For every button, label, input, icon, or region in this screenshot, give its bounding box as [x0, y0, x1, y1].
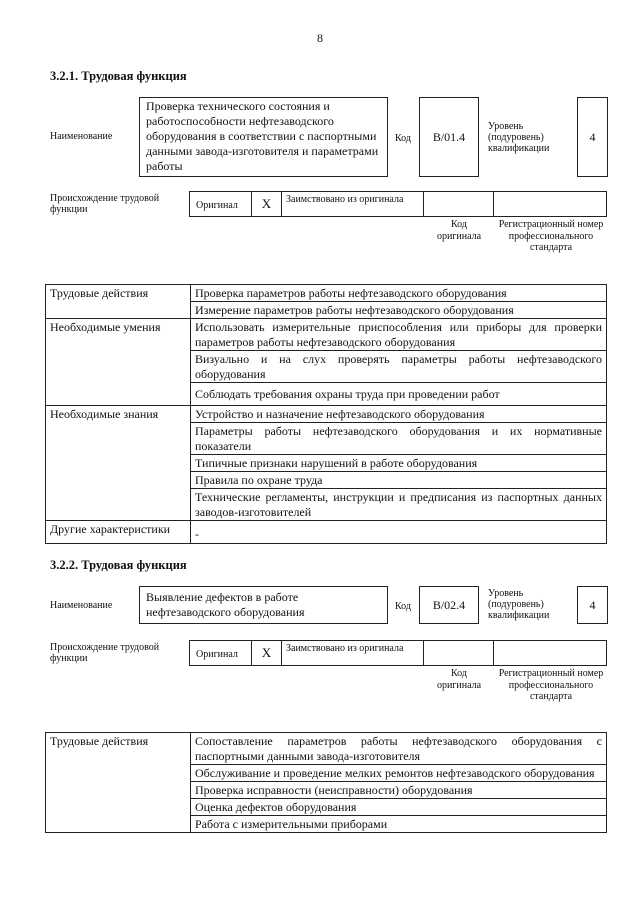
- registration-number-cell: [494, 641, 606, 665]
- table-cell: Оценка дефектов оборудования: [191, 799, 607, 816]
- registration-caption: Регистрационный номер профессионального стандарта: [498, 668, 604, 702]
- table-cell: Соблюдать требования охраны труда при проведении работ: [191, 383, 607, 406]
- row-label: Трудовые действия: [46, 285, 191, 319]
- code-label: Код: [395, 601, 411, 612]
- origin-row: [189, 191, 607, 217]
- table-cell: Измерение параметров работы нефтезаводского оборудования: [191, 302, 607, 319]
- table-cell: Работа с измерительными приборами: [191, 816, 607, 833]
- level-box: 4: [577, 586, 608, 624]
- table-cell: Использовать измерительные приспособления или приборы для проверки параметров работы нефтезаводского оборудования: [191, 319, 607, 351]
- original-mark: X: [252, 641, 282, 665]
- original-code-cell: [424, 641, 494, 665]
- row-label: Необходимые умения: [46, 319, 191, 406]
- borrowed-label: Заимствовано из оригинала: [282, 192, 424, 216]
- row-label: Другие характеристики: [46, 521, 191, 544]
- table-cell: -: [191, 521, 607, 544]
- table-cell: Обслуживание и проведение мелких ремонтов нефтезаводского оборудования: [191, 765, 607, 782]
- page-number: 8: [317, 31, 323, 45]
- registration-caption: Регистрационный номер профессионального стандарта: [498, 219, 604, 253]
- code-box: В/02.4: [419, 586, 479, 624]
- section-title: 3.2.1. Трудовая функция: [50, 69, 187, 83]
- level-label: Уровень (подуровень) квалификации: [488, 121, 550, 154]
- registration-number-cell: [494, 192, 606, 216]
- original-code-cell: [424, 192, 494, 216]
- table-cell: Параметры работы нефтезаводского оборудования и их нормативные показатели: [191, 423, 607, 455]
- table-cell: Проверка параметров работы нефтезаводского оборудования: [191, 285, 607, 302]
- origin-label: Происхождение трудовой функции: [50, 642, 160, 664]
- function-name-box: Проверка технического состояния и работоспособности нефтезаводского оборудования в соответствии с паспортными данными завода-изготовителя и параметрами работы: [139, 97, 388, 177]
- origin-row: [189, 640, 607, 666]
- table-cell: Типичные признаки нарушений в работе оборудования: [191, 455, 607, 472]
- code-label: Код: [395, 133, 411, 144]
- function-1-table: [45, 284, 607, 544]
- level-box: 4: [577, 97, 608, 177]
- function-name-box: Выявление дефектов в работе нефтезаводского оборудования: [139, 586, 388, 624]
- origin-label: Происхождение трудовой функции: [50, 193, 160, 215]
- original-label: Оригинал: [190, 641, 252, 665]
- table-cell: Сопоставление параметров работы нефтезаводского оборудования с паспортными данными завода-изготовителя: [191, 733, 607, 765]
- original-code-caption: Код оригинала: [436, 219, 482, 242]
- row-label: Необходимые знания: [46, 406, 191, 521]
- name-label: Наименование: [50, 600, 113, 611]
- function-2-table: [45, 732, 607, 833]
- row-label: Трудовые действия: [46, 733, 191, 833]
- table-cell: Проверка исправности (неисправности) оборудования: [191, 782, 607, 799]
- table-cell: Технические регламенты, инструкции и предписания из паспортных данных заводов-изготовителей: [191, 489, 607, 521]
- table-cell: Визуально и на слух проверять параметры работы нефтезаводского оборудования: [191, 351, 607, 383]
- original-label: Оригинал: [190, 192, 252, 216]
- code-box: В/01.4: [419, 97, 479, 177]
- section-title: 3.2.2. Трудовая функция: [50, 558, 187, 572]
- table-cell: Правила по охране труда: [191, 472, 607, 489]
- table-cell: Устройство и назначение нефтезаводского оборудования: [191, 406, 607, 423]
- original-mark: X: [252, 192, 282, 216]
- name-label: Наименование: [50, 131, 113, 142]
- level-label: Уровень (подуровень) квалификации: [488, 588, 550, 621]
- original-code-caption: Код оригинала: [436, 668, 482, 691]
- borrowed-label: Заимствовано из оригинала: [282, 641, 424, 665]
